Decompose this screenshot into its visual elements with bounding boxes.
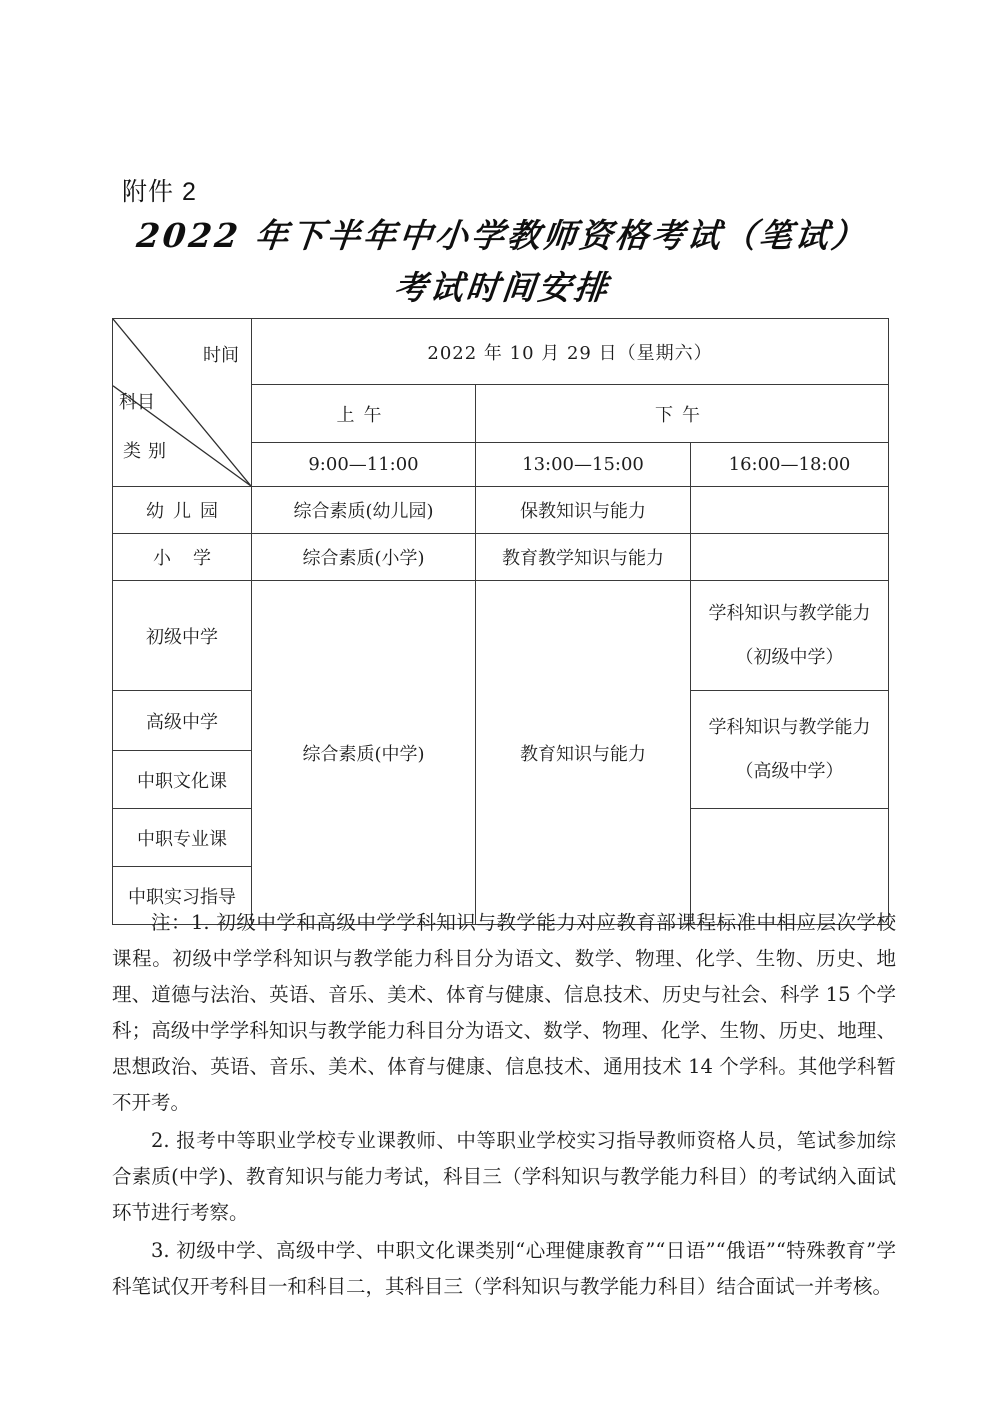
corner-header-cell [113, 319, 252, 487]
junior-high-subject-3-line2: （初级中学） [735, 646, 844, 668]
notes-section [112, 905, 896, 1307]
kindergarten-subject-3 [691, 487, 889, 534]
title-line-1: 2022 年下半年中小学教师资格考试（笔试） [134, 216, 870, 255]
category-senior-high: 高级中学 [113, 691, 252, 751]
category-vocational-culture: 中职文化课 [113, 751, 252, 809]
senior-high-subject-3-line2: （高级中学） [735, 760, 844, 782]
table-row [113, 581, 889, 691]
primary-subject-3 [691, 534, 889, 581]
corner-category-label: 类别 [123, 441, 173, 462]
senior-high-subject-3 [691, 691, 889, 809]
time-slot-3: 16:00—18:00 [691, 443, 889, 487]
primary-subject-2: 教育教学知识与能力 [476, 534, 691, 581]
attachment-label: 附件 2 [122, 178, 197, 206]
table-header-date-row [113, 319, 889, 385]
category-junior-high: 初级中学 [113, 581, 252, 691]
title-line-2: 考试时间安排 [392, 268, 613, 307]
time-slot-1: 9:00—11:00 [252, 443, 476, 487]
primary-subject-1: 综合素质(小学) [252, 534, 476, 581]
corner-subject-label: 科目 [119, 392, 155, 413]
document-title [112, 210, 892, 314]
time-slot-2: 13:00—15:00 [476, 443, 691, 487]
kindergarten-subject-2: 保教知识与能力 [476, 487, 691, 534]
note-item-1: 注：1. 初级中学和高级中学学科知识与教学能力对应教育部课程标准中相应层次学校课程。初级中学学科知识与教学能力科目分为语文、数学、物理、化学、生物、历史、地理、道德与法治、英语、音乐、美术、体育与健康、信息技术、历史与社会、科学 15 个学科；高级中学学科知识与教学能力科目分为语文、数学、物理、化学、生物、历史、地理、思想政治、英语、音乐、美术、体育与健康、信息技术、通用技术 14 个学科。其他学科暂不开考。 [112, 911, 896, 1114]
category-kindergarten: 幼儿园 [113, 487, 252, 534]
kindergarten-subject-1: 综合素质(幼儿园) [252, 487, 476, 534]
category-vocational-internship: 中职实习指导 [113, 867, 252, 925]
junior-high-subject-3-line1: 学科知识与教学能力 [708, 602, 871, 624]
category-vocational-major: 中职专业课 [113, 809, 252, 867]
table-row [113, 534, 889, 581]
junior-high-subject-3 [691, 581, 889, 691]
senior-high-subject-3-line1: 学科知识与教学能力 [708, 716, 871, 738]
header-morning: 上午 [252, 385, 476, 443]
secondary-subject-2: 教育知识与能力 [476, 581, 691, 925]
secondary-subject-1: 综合素质(中学) [252, 581, 476, 925]
note-item-2: 2. 报考中等职业学校专业课教师、中等职业学校实习指导教师资格人员，笔试参加综合素质(中学)、教育知识与能力考试，科目三（学科知识与教学能力科目）的考试纳入面试环节进行考察。 [112, 1129, 896, 1224]
table-row [113, 487, 889, 534]
header-afternoon: 下午 [476, 385, 889, 443]
corner-diagonal-box [113, 319, 251, 486]
exam-schedule-table [112, 318, 889, 925]
category-primary: 小学 [113, 534, 252, 581]
note-item-3: 3. 初级中学、高级中学、中职文化课类别“心理健康教育”“日语”“俄语”“特殊教育”学科笔试仅开考科目一和科目二，其科目三（学科知识与教学能力科目）结合面试一并考核。 [112, 1239, 896, 1298]
exam-date-header: 2022 年 10 月 29 日（星期六） [252, 319, 889, 385]
corner-time-label: 时间 [203, 345, 239, 366]
